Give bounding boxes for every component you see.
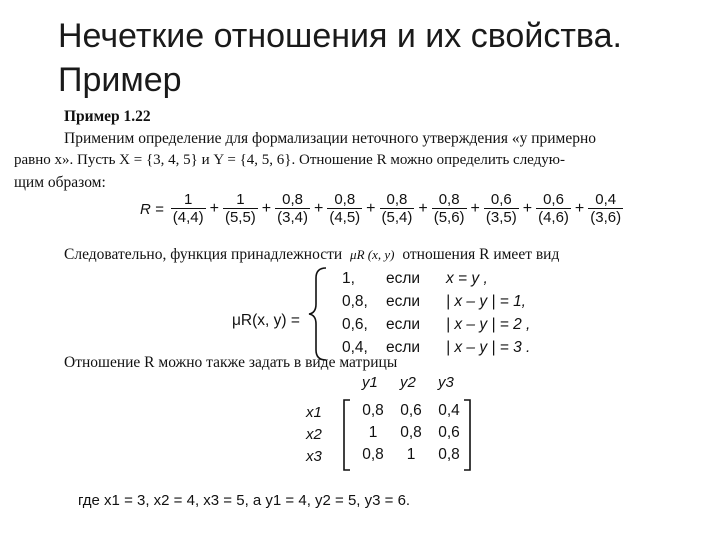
slide-title [58,14,698,102]
matrix-row-label: x3 [306,448,322,465]
case-condition: | x – y | = 2 , [446,316,531,333]
relation-plus-sign: + [574,200,585,217]
case-if-word: если [386,316,421,333]
relation-term-denominator: (4,6) [538,209,569,226]
matrix-cell: 1 [406,446,416,463]
scanned-example [0,108,720,528]
relation-term [588,192,623,226]
membership-intro [64,246,559,264]
relation-plus-sign: + [209,200,219,217]
relation-term [223,192,258,226]
relation-term-denominator: (5,6) [433,209,465,226]
cases-brace [306,266,332,362]
matrix-row-label: x1 [306,404,322,421]
relation-term [171,192,206,226]
relation-formula [140,192,624,226]
relation-term [432,192,467,226]
relation-term-denominator: (3,6) [590,209,622,226]
membership-intro-after: отношения R имеет вид [402,246,560,263]
relation-plus-sign: + [366,200,376,217]
matrix-col-label: y2 [400,374,416,391]
example-paragraph-line-3: щим образом: [14,174,106,191]
case-condition: x = y , [446,270,488,287]
relation-term [327,192,362,226]
relation-term-numerator: 0,8 [334,191,356,208]
case-value: 0,4, [342,339,368,356]
membership-mu-symbol: μR (x, y) [350,247,395,262]
example-paragraph-line-1: Применим определение для формализации неточного утверждения «у примерно [64,130,597,147]
slide-title-line-1: Нечеткие отношения и их свойства. [58,17,622,55]
case-value: 0,6, [342,316,368,333]
relation-term-numerator: 0,6 [543,191,564,208]
relation-term-numerator: 1 [184,191,193,208]
relation-term [536,192,571,226]
relation-term [380,192,415,226]
matrix-cell: 0,8 [362,402,384,419]
matrix-left-bracket [340,398,356,472]
membership-intro-before: Следовательно, функция принадлежности [64,246,343,263]
relation-term [275,192,310,226]
case-condition: | x – y | = 3 . [446,339,531,356]
case-condition: | x – y | = 1, [446,293,526,310]
matrix-cell: 0,6 [400,402,422,419]
relation-lhs: R = [140,200,164,218]
relation-term-denominator: (3,5) [485,209,517,226]
relation-term-numerator: 0,8 [386,191,408,208]
relation-term-numerator: 0,8 [438,191,460,208]
relation-plus-sign: + [313,200,324,217]
matrix-cell: 0,6 [438,424,460,441]
relation-plus-sign: + [470,200,480,217]
case-value: 0,8, [342,293,368,310]
matrix-cell: 1 [368,424,378,441]
matrix-col-label: y3 [438,374,454,391]
matrix-cell: 0,8 [438,446,460,463]
membership-lhs: μR(x, y) = [232,312,300,329]
relation-term-denominator: (3,4) [277,209,308,226]
matrix-cell: 0,4 [438,402,460,419]
matrix-footer: где x1 = 3, x2 = 4, x3 = 5, а y1 = 4, y2 = 5, y3 = 6. [78,492,411,509]
matrix-intro: Отношение R можно также задать в виде матрицы [64,354,398,371]
case-if-word: если [386,339,421,356]
matrix-cell: 0,8 [400,424,422,441]
relation-term-numerator: 0,4 [595,191,617,208]
matrix-cell: 0,8 [362,446,384,463]
relation-term-numerator: 0,8 [282,191,303,208]
relation-term-denominator: (5,4) [381,209,413,226]
slide-title-line-2: Пример [58,61,182,99]
relation-plus-sign: + [522,200,533,217]
matrix-row-label: x2 [306,426,322,443]
case-if-word: если [386,293,421,310]
relation-term-denominator: (5,5) [224,209,256,226]
example-heading: Пример 1.22 [64,108,151,125]
matrix-col-label: y1 [362,374,378,391]
relation-plus-sign: + [261,200,272,217]
case-if-word: если [386,270,421,287]
relation-term-numerator: 1 [236,191,245,208]
relation-term-numerator: 0,6 [490,191,512,208]
matrix-right-bracket [460,398,476,472]
relation-term-denominator: (4,5) [329,209,361,226]
example-paragraph-line-2: равно х». Пусть X = {3, 4, 5} и Y = {4, 5, 6}. Отношение R можно определить следую- [14,152,565,168]
relation-plus-sign: + [418,200,428,217]
relation-term [484,192,519,226]
relation-term-denominator: (4,4) [172,209,204,226]
case-value: 1, [342,270,355,287]
